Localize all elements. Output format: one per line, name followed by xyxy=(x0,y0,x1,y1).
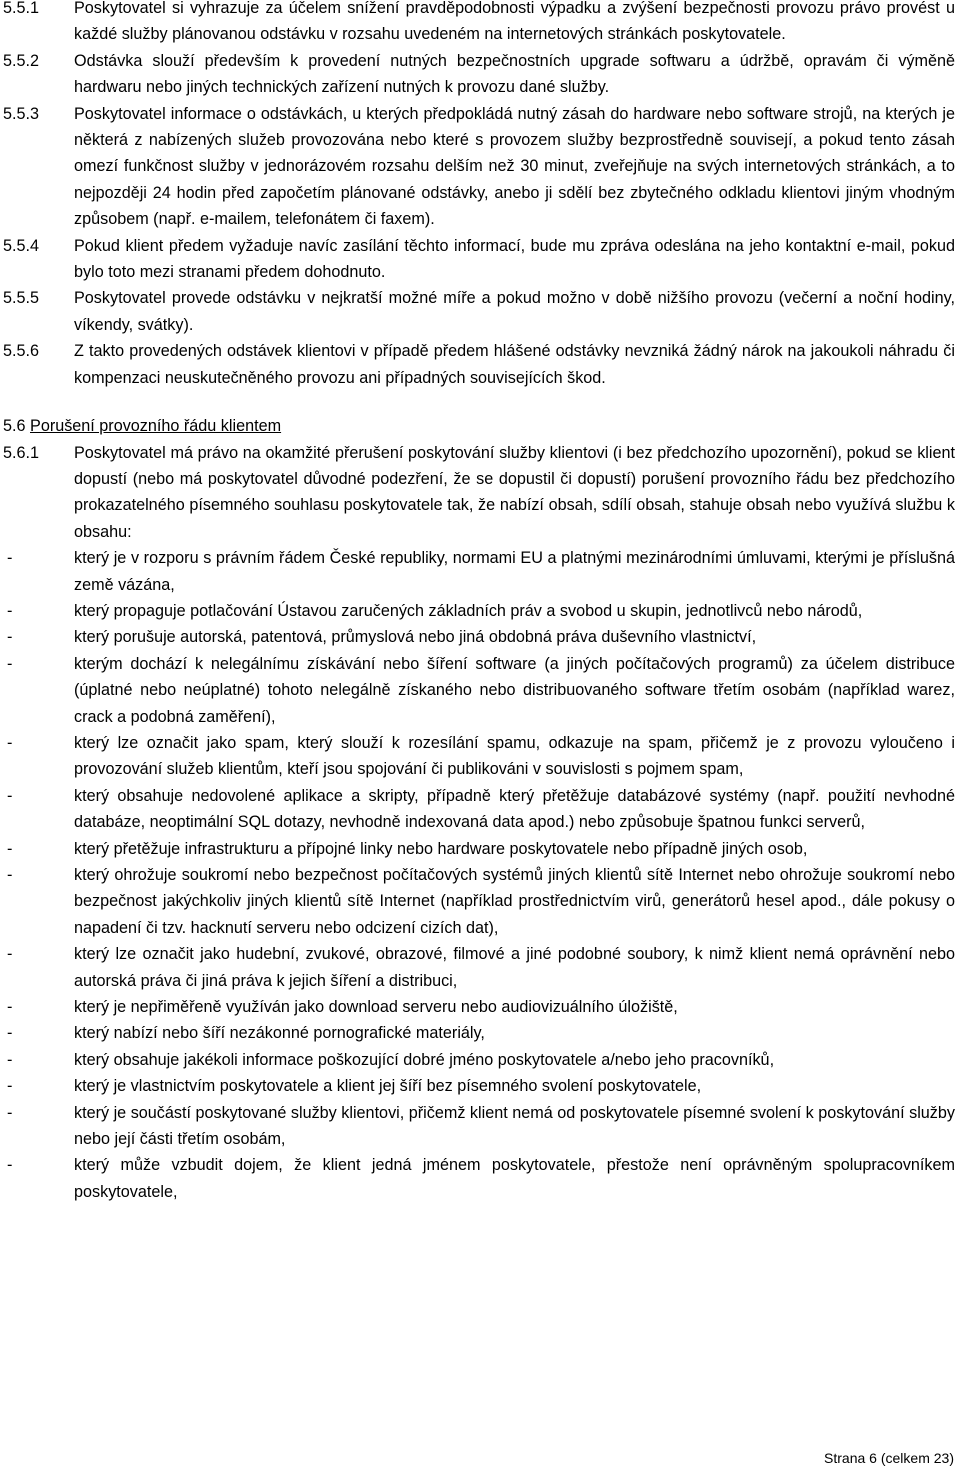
bullet-item xyxy=(0,1047,960,1073)
bullet-list xyxy=(0,545,960,1205)
bullet-item xyxy=(0,862,960,941)
bullet-marker: - xyxy=(7,628,13,647)
clause-number: 5.5.3 xyxy=(3,104,40,123)
bullet-item xyxy=(0,598,960,624)
clause-text: Pokud klient předem vyžaduje navíc zasílání těchto informací, bude mu zpráva odeslána na jeho kontaktní e-mail, pokud bylo toto mezi stranami předem dohodnuto. xyxy=(74,236,955,282)
bullet-text: který propaguje potlačování Ústavou zaručených základních práv a svobod u skupin, jednotlivců nebo národů, xyxy=(74,601,863,620)
section-heading xyxy=(0,413,960,439)
bullet-marker: - xyxy=(7,839,13,858)
bullet-text: který obsahuje jakékoli informace poškozující dobré jméno poskytovatele a/nebo jeho pracovníků, xyxy=(74,1050,775,1069)
clause-number: 5.5.1 xyxy=(3,0,40,17)
bullet-item xyxy=(0,994,960,1020)
clause-number: 5.5.4 xyxy=(3,236,40,255)
bullet-marker: - xyxy=(7,601,13,620)
bullet-item xyxy=(0,1073,960,1099)
bullet-item xyxy=(0,1100,960,1153)
clause-5-5-1 xyxy=(0,0,960,48)
section-number: 5.6 xyxy=(3,417,26,436)
bullet-marker: - xyxy=(7,1103,13,1122)
bullet-text: který ohrožuje soukromí nebo bezpečnost počítačových systémů jiných klientů sítě Internet nebo ohrožuje soukromí nebo bezpečnost jakýchkoliv jiných klientů sítě Internet (například prostřednictvím virů, generátorů hesel apod., dále pokusy o napadení či tzv. hacknutí serveru nebo odcizení cizích dat), xyxy=(74,866,955,937)
bullet-marker: - xyxy=(7,998,13,1017)
clause-5-5-4 xyxy=(0,233,960,286)
section-title: Porušení provozního řádu klientem xyxy=(30,417,282,436)
bullet-text: který je nepřiměřeně využíván jako download serveru nebo audiovizuálního úložiště, xyxy=(74,998,678,1017)
bullet-text: který přetěžuje infrastrukturu a přípojné linky nebo hardware poskytovatele nebo případně jiných osob, xyxy=(74,839,808,858)
bullet-marker: - xyxy=(7,945,13,964)
bullet-marker: - xyxy=(7,733,13,752)
bullet-marker: - xyxy=(7,549,13,568)
clause-text: Odstávka slouží především k provedení nutných bezpečnostních upgrade softwaru a údržbě, opravám či výměně hardwaru nebo jiných technických zařízení nutných k provozu dané služby. xyxy=(74,51,955,97)
clause-text: Poskytovatel si vyhrazuje za účelem snížení pravděpodobnosti výpadku a zvýšení bezpečnosti provozu právo provést u každé služby plánovanou odstávku v rozsahu uvedeném na internetových stránkách poskytovatele. xyxy=(74,0,955,44)
bullet-text: který obsahuje nedovolené aplikace a skripty, případně který přetěžuje databázové systémy (např. použití nevhodné databáze, neoptimální SQL dotazy, nevhodně indexovaná data apod.) nebo způsobuje špatnou funkci serverů, xyxy=(74,786,955,832)
clause-5-5-3 xyxy=(0,101,960,233)
page-number: Strana 6 (celkem 23) xyxy=(824,1450,954,1466)
bullet-marker: - xyxy=(7,866,13,884)
bullet-item xyxy=(0,545,960,598)
clause-5-5-6 xyxy=(0,338,960,391)
clause-5-6-1 xyxy=(0,440,960,546)
bullet-marker: - xyxy=(7,1077,13,1096)
bullet-item xyxy=(0,1020,960,1046)
bullet-item xyxy=(0,836,960,862)
bullet-item xyxy=(0,624,960,650)
bullet-item xyxy=(0,730,960,783)
clause-number: 5.5.6 xyxy=(3,342,40,361)
bullet-marker: - xyxy=(7,786,13,805)
clause-5-5-2 xyxy=(0,48,960,101)
bullet-item xyxy=(0,1152,960,1205)
clause-number: 5.5.5 xyxy=(3,289,40,308)
bullet-text: který je součástí poskytované služby klientovi, přičemž klient nemá od poskytovatele písemné svolení k poskytování služby nebo její části třetím osobám, xyxy=(74,1103,955,1149)
bullet-text: který může vzbudit dojem, že klient jedná jménem poskytovatele, přestože není oprávněným spolupracovníkem poskytovatele, xyxy=(74,1156,955,1201)
clause-number: 5.5.2 xyxy=(3,51,40,70)
bullet-item xyxy=(0,651,960,730)
clause-text: Z takto provedených odstávek klientovi v případě předem hlášené odstávky nevzniká žádný nárok na jakoukoli náhradu či kompenzaci neuskutečněného provozu ani případných souvisejících škod. xyxy=(74,342,955,387)
bullet-marker: - xyxy=(7,1024,13,1043)
clause-text: Poskytovatel provede odstávku v nejkratší možné míře a pokud možno v době nižšího provozu (večerní a noční hodiny, víkendy, svátky). xyxy=(74,289,955,334)
bullet-text: který je vlastnictvím poskytovatele a klient jej šíří bez písemného svolení poskytovatele, xyxy=(74,1077,702,1096)
bullet-item xyxy=(0,783,960,836)
bullet-marker: - xyxy=(7,1156,13,1175)
bullet-text: který nabízí nebo šíří nezákonné pornografické materiály, xyxy=(74,1024,485,1043)
clause-5-5-5 xyxy=(0,285,960,338)
bullet-text: kterým dochází k nelegálnímu získávání nebo šíření software (a jiných počítačových programů) za účelem distribuce (úplatné nebo neúplatné) tohoto nelegálně získaného nebo distribuovaného software třetím osobám (například warez, crack a podobná zaměření), xyxy=(74,654,955,726)
clause-text: Poskytovatel má právo na okamžité přerušení poskytování služby klientovi (i bez předchozího upozornění), pokud se klient dopustí (nebo má poskytovatel důvodné podezření, že se dopustil či dopustí) porušení provozního řádu bez předchozího prokazatelného písemného souhlasu poskytovatele tak, že nabízí obsah, sdílí obsah, stahuje obsah nebo využívá službu k obsahu: xyxy=(74,443,955,541)
bullet-text: který je v rozporu s právním řádem České republiky, normami EU a platnými mezinárodními úmluvami, kterými je příslušná země vázána, xyxy=(74,549,955,594)
bullet-item xyxy=(0,941,960,994)
clause-number: 5.6.1 xyxy=(3,443,40,462)
bullet-text: který lze označit jako hudební, zvukové, obrazové, filmové a jiné podobné soubory, k nimž klient nemá oprávnění nebo autorská práva či jiná práva k jejich šíření a distribuci, xyxy=(74,945,955,990)
section-spacer xyxy=(0,391,960,413)
bullet-text: který porušuje autorská, patentová, průmyslová nebo jiná obdobná práva duševního vlastnictví, xyxy=(74,628,757,647)
bullet-marker: - xyxy=(7,1050,13,1069)
bullet-marker: - xyxy=(7,654,13,673)
clause-text: Poskytovatel informace o odstávkách, u kterých předpokládá nutný zásah do hardware nebo software strojů, na kterých je některá z nabízených služeb provozována nebo které s provozem služby bezprostředně souvisejí, a pokud tento zásah omezí funkčnost služby v jednorázovém rozsahu delším než 30 minut, zveřejňuje na svých internetových stránkách, a to nejpozději 24 hodin před započetím plánované odstávky, anebo ji sdělí bez zbytečného odkladu klientovi jiným vhodným způsobem (např. e-mailem, telefonátem či faxem). xyxy=(74,104,955,229)
bullet-text: který lze označit jako spam, který slouží k rozesílání spamu, odkazuje na spam, přičemž je z provozu vyloučeno i provozování služeb klientům, kteří jsou spojování či publikováni v souvislosti s pojmem spam, xyxy=(74,733,955,779)
